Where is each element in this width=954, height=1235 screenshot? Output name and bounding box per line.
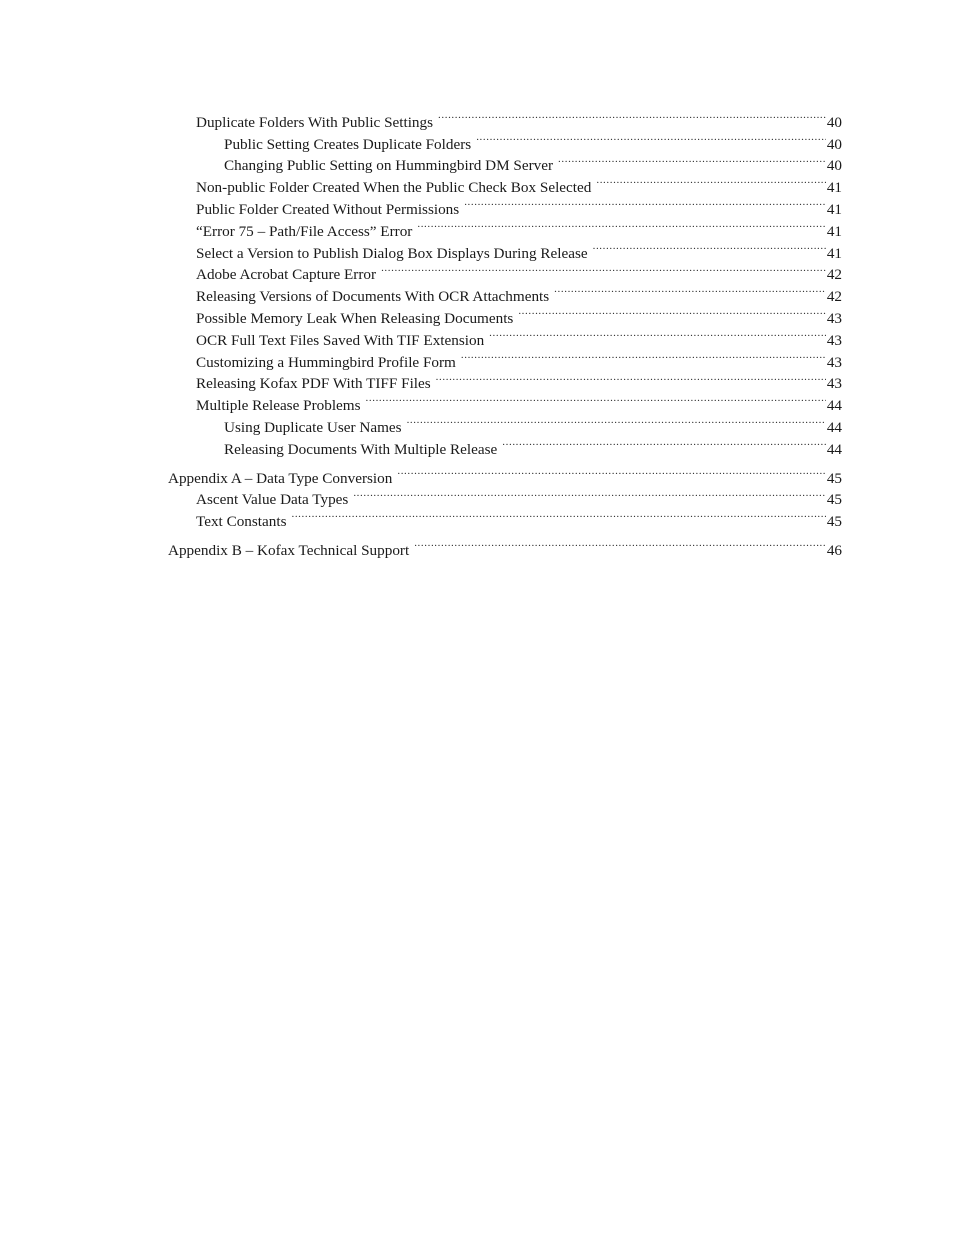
toc-entry-title: Select a Version to Publish Dialog Box Displays During Release [196,244,588,262]
toc-entry-page: 41 [826,200,842,218]
toc-entry-title: Appendix B – Kofax Technical Support [168,541,410,559]
toc-entry-page: 41 [826,222,842,240]
toc-entry-page: 40 [826,157,842,175]
toc-entry-page: 40 [826,113,842,131]
toc-entry-page: 45 [826,469,842,487]
toc-entry-page: 42 [826,266,842,284]
toc-dot-leader [407,410,826,432]
toc-entry-page: 45 [826,491,842,509]
toc-dot-leader [502,432,826,454]
toc-entry-page: 42 [826,288,842,306]
toc-dot-leader [366,388,826,410]
toc-dot-leader [518,301,825,323]
toc-dot-leader [596,170,825,192]
toc-dot-leader [397,461,825,483]
toc-entry-page: 41 [826,244,842,262]
toc-entry-page: 44 [826,418,842,436]
toc-dot-leader [291,504,825,526]
toc-dot-leader [381,258,826,280]
toc-entry-title: Duplicate Folders With Public Settings [196,113,434,131]
toc-entry-title: Appendix A – Data Type Conversion [168,469,393,487]
toc-entry-title: “Error 75 – Path/File Access” Error [196,222,413,240]
toc-dot-leader [489,323,826,345]
toc-entry-title: Non-public Folder Created When the Public Check Box Selected [196,179,592,197]
toc-entry-title: Customizing a Hummingbird Profile Form [196,353,456,371]
toc-entry-title: Public Folder Created Without Permissions [196,200,460,218]
toc-entry-title: OCR Full Text Files Saved With TIF Extension [196,331,485,349]
toc-dot-leader [436,367,826,389]
toc-entry-title: Multiple Release Problems [196,397,361,415]
toc-entry-title: Releasing Versions of Documents With OCR Attachments [196,288,550,306]
toc-dot-leader [414,533,826,555]
toc-entry-title: Releasing Documents With Multiple Release [224,440,498,458]
toc-dot-leader [464,192,826,214]
toc-dot-leader [558,149,826,171]
toc-entry[interactable] [168,461,842,487]
toc-entry-page: 46 [826,541,842,559]
toc-entry-page: 40 [826,135,842,153]
toc-dot-leader [476,127,826,149]
toc-dot-leader [417,214,825,236]
toc-entry-title: Ascent Value Data Types [196,491,349,509]
table-of-contents [168,105,842,559]
toc-entry-page: 43 [826,353,842,371]
toc-dot-leader [554,279,826,301]
toc-entry-page: 43 [826,309,842,327]
toc-entry-page: 41 [826,179,842,197]
toc-entry-page: 44 [826,397,842,415]
toc-dot-leader [593,236,826,258]
toc-entry-page: 43 [826,331,842,349]
toc-dot-leader [353,483,825,505]
toc-entry-page: 45 [826,513,842,531]
toc-entry-title: Releasing Kofax PDF With TIFF Files [196,375,431,393]
toc-entry-title: Adobe Acrobat Capture Error [196,266,377,284]
toc-entry-title: Using Duplicate User Names [224,418,402,436]
toc-dot-leader [461,345,826,367]
toc-entry-title: Text Constants [196,513,287,531]
toc-entry[interactable] [168,533,842,559]
toc-entry-title: Public Setting Creates Duplicate Folders [224,135,472,153]
toc-entry-title: Changing Public Setting on Hummingbird DM Server [224,157,554,175]
toc-entry-title: Possible Memory Leak When Releasing Documents [196,309,514,327]
toc-entry[interactable] [168,105,842,131]
toc-dot-leader [438,105,826,127]
toc-entry-page: 43 [826,375,842,393]
toc-entry-page: 44 [826,440,842,458]
